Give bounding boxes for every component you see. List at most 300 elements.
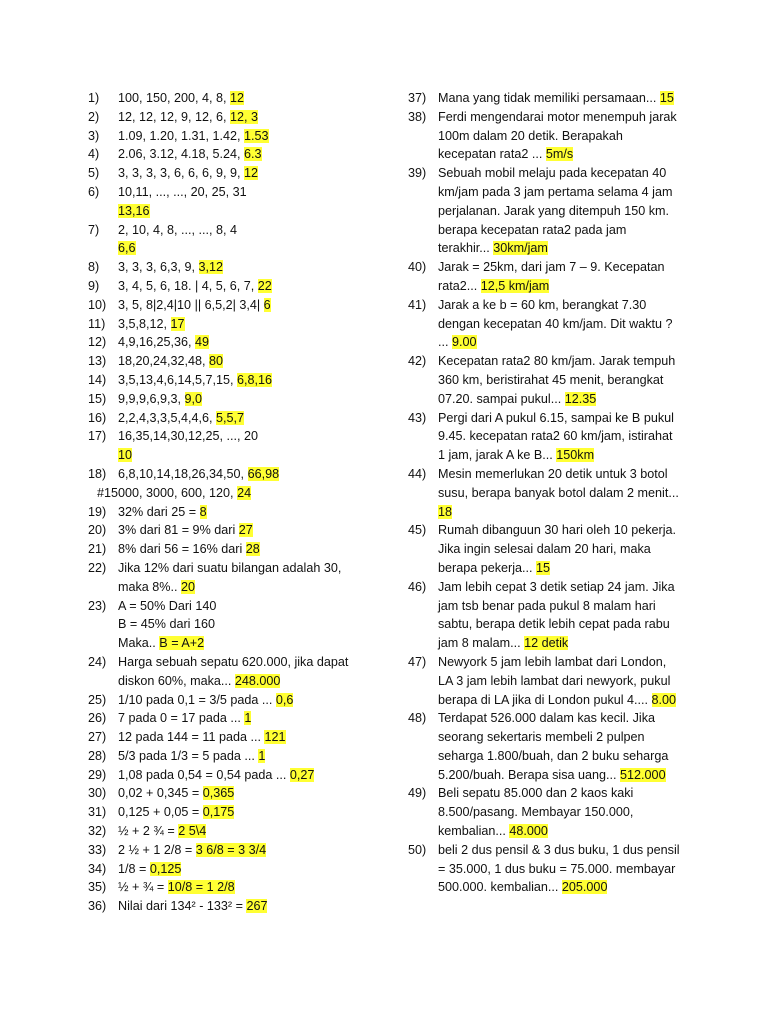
question-item	[88, 803, 388, 822]
answer-highlight: 30km/jam	[493, 241, 548, 256]
question-line	[118, 634, 388, 653]
question-body	[118, 860, 388, 879]
question-number: 45)	[408, 523, 427, 538]
question-number: 4)	[88, 147, 100, 162]
question-item	[408, 164, 708, 258]
question-line	[438, 465, 708, 484]
answer-highlight: 24	[237, 485, 252, 500]
question-line	[438, 860, 708, 879]
answer-highlight: 48.000	[509, 824, 548, 839]
question-item	[408, 352, 708, 408]
question-line	[118, 878, 388, 897]
question-number: 44)	[408, 466, 427, 481]
question-line	[438, 183, 708, 202]
question-body	[118, 691, 388, 710]
question-line	[118, 728, 388, 747]
question-line	[438, 446, 708, 465]
question-body	[118, 503, 388, 522]
answer-highlight: 512.000	[620, 767, 666, 782]
question-body	[118, 653, 388, 691]
question-body	[118, 371, 388, 390]
question-line	[438, 653, 708, 672]
question-line	[118, 371, 388, 390]
question-text: kembalian...	[438, 824, 510, 839]
question-text: 5/3 pada 1/3 = 5 pada ...	[118, 748, 259, 763]
question-item	[88, 503, 388, 522]
question-line	[438, 841, 708, 860]
question-number: 2)	[88, 109, 100, 124]
question-number: 9)	[88, 278, 100, 293]
question-body	[118, 728, 388, 747]
question-text: ...	[438, 335, 452, 350]
question-text: maka 8%..	[118, 579, 181, 594]
question-line	[118, 333, 388, 352]
question-number: 7)	[88, 222, 100, 237]
question-text: beli 2 dus pensil & 3 dus buku, 1 dus pensil	[438, 842, 680, 857]
question-body	[118, 878, 388, 897]
question-line	[118, 89, 388, 108]
question-text: Beli sepatu 85.000 dan 2 kaos kaki	[438, 786, 634, 801]
question-text: 3, 5, 8|2,4|10 || 6,5,2| 3,4|	[118, 297, 264, 312]
question-text: Kecepatan rata2 80 km/jam. Jarak tempuh	[438, 354, 676, 369]
question-number: 25)	[88, 692, 107, 707]
question-body	[438, 352, 708, 408]
question-body	[118, 409, 388, 428]
question-number: 6)	[88, 184, 100, 199]
question-line	[118, 691, 388, 710]
question-number: 17)	[88, 429, 107, 444]
question-line	[438, 822, 708, 841]
question-body	[88, 484, 388, 503]
question-text: 7 pada 0 = 17 pada ...	[118, 711, 245, 726]
question-line	[118, 145, 388, 164]
answer-highlight: 66,98	[247, 466, 280, 481]
answer-highlight: 2 5\4	[178, 824, 207, 839]
question-text: Sebuah mobil melaju pada kecepatan 40	[438, 166, 667, 181]
answer-highlight: 0,365	[202, 786, 235, 801]
question-item	[88, 897, 388, 916]
question-text: 2, 10, 4, 8, ..., ..., 8, 4	[118, 222, 238, 237]
question-number: 30)	[88, 786, 107, 801]
question-line	[438, 559, 708, 578]
question-number: 19)	[88, 504, 107, 519]
question-text: 18,20,24,32,48,	[118, 354, 210, 369]
question-line	[118, 521, 388, 540]
answer-highlight: 6,8,16	[237, 372, 273, 387]
question-text: Harga sebuah sepatu 620.000, jika dapat	[118, 654, 349, 669]
question-item	[88, 784, 388, 803]
question-body	[438, 465, 708, 521]
question-body	[118, 352, 388, 371]
question-line	[118, 127, 388, 146]
answer-highlight: 22	[257, 278, 272, 293]
question-line	[118, 296, 388, 315]
question-body	[118, 540, 388, 559]
right-column	[408, 89, 708, 897]
question-number: 39)	[408, 166, 427, 181]
question-line	[438, 202, 708, 221]
question-text: perjalanan. Jarak yang ditempuh 150 km.	[438, 203, 670, 218]
question-number: 12)	[88, 335, 107, 350]
question-text: 4,9,16,25,36,	[118, 335, 196, 350]
question-text: sabtu, berapa detik lebih cepat pada rabu	[438, 617, 670, 632]
question-text: diskon 60%, maka...	[118, 673, 235, 688]
question-text: 3% dari 81 = 9% dari	[118, 523, 239, 538]
question-item	[88, 352, 388, 371]
question-text: 16,35,14,30,12,25, ..., 20	[118, 429, 259, 444]
question-text: seorang sekertaris membeli 2 pulpen	[438, 730, 645, 745]
question-item	[88, 465, 388, 484]
question-item	[88, 747, 388, 766]
question-item	[88, 164, 388, 183]
question-text: 360 km, beristirahat 45 menit, berangkat	[438, 372, 664, 387]
question-line	[118, 803, 388, 822]
question-item	[88, 521, 388, 540]
question-item	[408, 465, 708, 521]
question-item	[408, 653, 708, 709]
question-text: 0,02 + 0,345 =	[118, 786, 203, 801]
question-line	[118, 108, 388, 127]
question-number: 32)	[88, 824, 107, 839]
question-line	[438, 766, 708, 785]
question-text: 12 pada 144 = 11 pada ...	[118, 730, 265, 745]
question-text: ½ + 2 ¾ =	[118, 824, 179, 839]
question-item	[88, 390, 388, 409]
answer-highlight: 27	[238, 523, 253, 538]
question-line	[118, 258, 388, 277]
question-line	[118, 277, 388, 296]
question-text: 3, 3, 3, 6,3, 9,	[118, 260, 199, 275]
question-body	[118, 315, 388, 334]
question-item	[408, 841, 708, 897]
question-line	[438, 878, 708, 897]
question-body	[118, 183, 388, 221]
question-number: 43)	[408, 410, 427, 425]
question-body	[118, 390, 388, 409]
answer-highlight: 10/8 = 1 2/8	[167, 880, 235, 895]
question-text: 1,08 pada 0,54 = 0,54 pada ...	[118, 767, 290, 782]
question-item	[88, 258, 388, 277]
question-item	[408, 89, 708, 108]
question-item	[88, 691, 388, 710]
question-line	[438, 89, 708, 108]
question-text: Terdapat 526.000 dalam kas kecil. Jika	[438, 711, 656, 726]
question-number: 26)	[88, 711, 107, 726]
question-text: 6,8,10,14,18,26,34,50,	[118, 466, 248, 481]
question-text: Jarak a ke b = 60 km, berangkat 7.30	[438, 297, 647, 312]
question-line	[118, 747, 388, 766]
question-number: 23)	[88, 598, 107, 613]
answer-highlight: 9.00	[452, 335, 477, 350]
question-text: 100, 150, 200, 4, 8,	[118, 91, 231, 105]
question-body	[118, 784, 388, 803]
question-body	[118, 333, 388, 352]
question-item	[88, 559, 388, 597]
question-line	[118, 164, 388, 183]
answer-highlight: 1.53	[244, 128, 269, 143]
question-text: 32% dari 25 =	[118, 504, 200, 519]
question-line	[438, 597, 708, 616]
question-item	[88, 183, 388, 221]
answer-highlight: 5m/s	[545, 147, 574, 162]
question-line	[438, 221, 708, 240]
question-line	[438, 484, 708, 503]
answer-highlight: 49	[195, 335, 210, 350]
question-body	[118, 145, 388, 164]
question-line	[88, 484, 388, 503]
question-line	[438, 728, 708, 747]
answer-highlight: 0,125	[149, 861, 182, 876]
question-item	[88, 145, 388, 164]
question-text: LA 3 jam lebih lambat dari newyork, pukul	[438, 673, 671, 688]
answer-highlight: 12,5 km/jam	[480, 278, 550, 293]
question-text: km/jam pada 3 jam pertama selama 4 jam	[438, 184, 673, 199]
question-body	[118, 258, 388, 277]
question-line	[438, 691, 708, 710]
question-item	[88, 728, 388, 747]
question-line	[438, 409, 708, 428]
question-item	[88, 766, 388, 785]
answer-highlight: 9,0	[184, 391, 203, 406]
answer-highlight: 28	[245, 542, 260, 557]
question-number: 49)	[408, 786, 427, 801]
question-text: 1/8 =	[118, 861, 150, 876]
question-item	[408, 709, 708, 784]
question-line	[438, 427, 708, 446]
question-item	[408, 578, 708, 653]
question-item	[88, 860, 388, 879]
question-number: 33)	[88, 842, 107, 857]
question-body	[118, 897, 388, 916]
question-body	[118, 747, 388, 766]
question-number: 34)	[88, 861, 107, 876]
question-item	[88, 333, 388, 352]
answer-highlight: 12.35	[564, 391, 597, 406]
answer-highlight: 121	[264, 730, 286, 745]
question-number: 40)	[408, 260, 427, 275]
answer-highlight: 12	[230, 91, 245, 105]
question-text: Mana yang tidak memiliki persamaan...	[438, 91, 660, 105]
question-number: 11)	[88, 316, 106, 331]
answer-highlight: 15	[536, 560, 551, 575]
question-line	[438, 540, 708, 559]
question-number: 46)	[408, 579, 427, 594]
question-line	[438, 634, 708, 653]
question-line	[118, 239, 388, 258]
question-number: 29)	[88, 767, 107, 782]
question-line	[438, 803, 708, 822]
question-line	[438, 352, 708, 371]
answer-highlight: B = A+2	[159, 636, 205, 651]
answer-highlight: 1	[244, 711, 252, 726]
question-body	[118, 521, 388, 540]
question-text: seharga 1.800/buah, dan 2 buku seharga	[438, 748, 669, 763]
question-item	[88, 127, 388, 146]
question-line	[438, 258, 708, 277]
question-text: berapa pekerja...	[438, 560, 537, 575]
question-line	[118, 559, 388, 578]
question-number: 36)	[88, 899, 107, 914]
answer-highlight: 150km	[556, 448, 595, 463]
question-line	[118, 841, 388, 860]
question-body	[438, 409, 708, 465]
answer-highlight: 248.000	[234, 673, 281, 688]
question-body	[118, 296, 388, 315]
question-number: 37)	[408, 91, 427, 105]
question-line	[118, 822, 388, 841]
question-body	[118, 841, 388, 860]
question-item	[408, 409, 708, 465]
question-line	[118, 709, 388, 728]
question-number: 27)	[88, 730, 107, 745]
question-number: 50)	[408, 842, 427, 857]
question-line	[118, 503, 388, 522]
answer-highlight: 12 detik	[524, 636, 569, 651]
answer-highlight: 3 6/8 = 3 3/4	[195, 842, 267, 857]
answer-highlight: 205.000	[561, 880, 608, 895]
answer-highlight: 20	[181, 579, 196, 594]
answer-highlight: 5,5,7	[216, 410, 245, 425]
question-line	[118, 672, 388, 691]
question-text: susu, berapa banyak botol dalam 2 menit...	[438, 485, 679, 500]
question-item	[88, 315, 388, 334]
question-line	[438, 164, 708, 183]
question-line	[118, 409, 388, 428]
question-text: 8.500/pasang. Membayar 150.000,	[438, 805, 634, 820]
question-item	[88, 540, 388, 559]
question-body	[438, 89, 708, 108]
question-body	[118, 427, 388, 465]
question-item	[88, 221, 388, 259]
question-line	[118, 427, 388, 446]
question-line	[438, 277, 708, 296]
question-number: 1)	[88, 91, 100, 105]
question-number: 48)	[408, 711, 427, 726]
question-text: 10,11, ..., ..., 20, 25, 31	[118, 184, 247, 199]
question-number: 3)	[88, 128, 100, 143]
question-text: 2 ½ + 1 2/8 =	[118, 842, 196, 857]
question-line	[438, 371, 708, 390]
question-line	[118, 315, 388, 334]
question-line	[438, 296, 708, 315]
question-item	[88, 409, 388, 428]
answer-highlight: 17	[170, 316, 185, 331]
question-text: 3, 4, 5, 6, 18. | 4, 5, 6, 7,	[118, 278, 258, 293]
question-item	[88, 296, 388, 315]
question-body	[118, 559, 388, 597]
question-line	[438, 239, 708, 258]
question-line	[118, 221, 388, 240]
question-number: 10)	[88, 297, 107, 312]
question-number: 28)	[88, 748, 107, 763]
question-line	[438, 108, 708, 127]
question-body	[118, 277, 388, 296]
answer-highlight: 8	[199, 504, 207, 519]
question-line	[118, 352, 388, 371]
question-text: 3,5,8,12,	[118, 316, 171, 331]
question-text: ½ + ¾ =	[118, 880, 168, 895]
question-item	[88, 371, 388, 390]
left-column	[88, 89, 388, 916]
question-body	[118, 221, 388, 259]
question-number: 38)	[408, 109, 427, 124]
question-line	[438, 315, 708, 334]
question-number: 14)	[88, 372, 107, 387]
question-body	[118, 164, 388, 183]
question-number: 31)	[88, 805, 107, 820]
question-item	[88, 89, 388, 108]
question-line	[118, 578, 388, 597]
question-item	[88, 484, 388, 503]
question-number: 15)	[88, 391, 107, 406]
question-text: Rumah dibanguun 30 hari oleh 10 pekerja.	[438, 523, 677, 538]
answer-highlight: 0,175	[202, 805, 235, 820]
question-text: 1 jam, jarak A ke B...	[438, 448, 557, 463]
question-line	[438, 127, 708, 146]
question-text: jam tsb benar pada pukul 8 malam hari	[438, 598, 656, 613]
question-line	[438, 784, 708, 803]
question-text: #15000, 3000, 600, 120,	[97, 485, 238, 500]
question-text: terakhir...	[438, 241, 494, 256]
question-text: 07.20. sampai pukul...	[438, 391, 565, 406]
question-item	[408, 296, 708, 352]
question-line	[118, 465, 388, 484]
question-number: 16)	[88, 410, 107, 425]
question-line	[438, 578, 708, 597]
question-body	[118, 89, 388, 108]
question-line	[438, 521, 708, 540]
answer-highlight: 6.3	[244, 147, 262, 162]
question-number: 22)	[88, 560, 107, 575]
question-text: 2,2,4,3,3,5,4,4,6,	[118, 410, 217, 425]
question-item	[88, 108, 388, 127]
answer-highlight: 12	[244, 166, 259, 181]
question-number: 21)	[88, 542, 107, 557]
question-line	[118, 766, 388, 785]
question-body	[118, 127, 388, 146]
answer-highlight: 6,6	[118, 241, 136, 256]
question-text: Jika 12% dari suatu bilangan adalah 30,	[118, 560, 342, 575]
question-text: 1.09, 1.20, 1.31, 1.42,	[118, 128, 245, 143]
question-number: 8)	[88, 260, 100, 275]
question-item	[408, 784, 708, 840]
question-text: kecepatan rata2 ...	[438, 147, 546, 162]
question-body	[438, 841, 708, 897]
question-body	[118, 108, 388, 127]
question-line	[438, 672, 708, 691]
question-text: Newyork 5 jam lebih lambat dari London,	[438, 654, 667, 669]
question-item	[88, 653, 388, 691]
answer-highlight: 0,6	[275, 692, 294, 707]
question-number: 24)	[88, 654, 107, 669]
question-text: Pergi dari A pukul 6.15, sampai ke B pukul	[438, 410, 674, 425]
question-body	[438, 653, 708, 709]
question-body	[118, 597, 388, 653]
question-number: 35)	[88, 880, 107, 895]
question-line	[118, 897, 388, 916]
question-text: Mesin memerlukan 20 detik untuk 3 botol	[438, 466, 668, 481]
question-line	[118, 615, 388, 634]
question-text: Jika ingin selesai dalam 20 hari, maka	[438, 542, 651, 557]
question-text: berapa kecepatan rata2 pada jam	[438, 222, 627, 237]
question-line	[438, 145, 708, 164]
answer-highlight: 12, 3	[230, 109, 259, 124]
question-item	[408, 521, 708, 577]
question-body	[118, 709, 388, 728]
question-text: B = 45% dari 160	[118, 617, 215, 632]
question-body	[118, 803, 388, 822]
question-text: 8% dari 56 = 16% dari	[118, 542, 246, 557]
